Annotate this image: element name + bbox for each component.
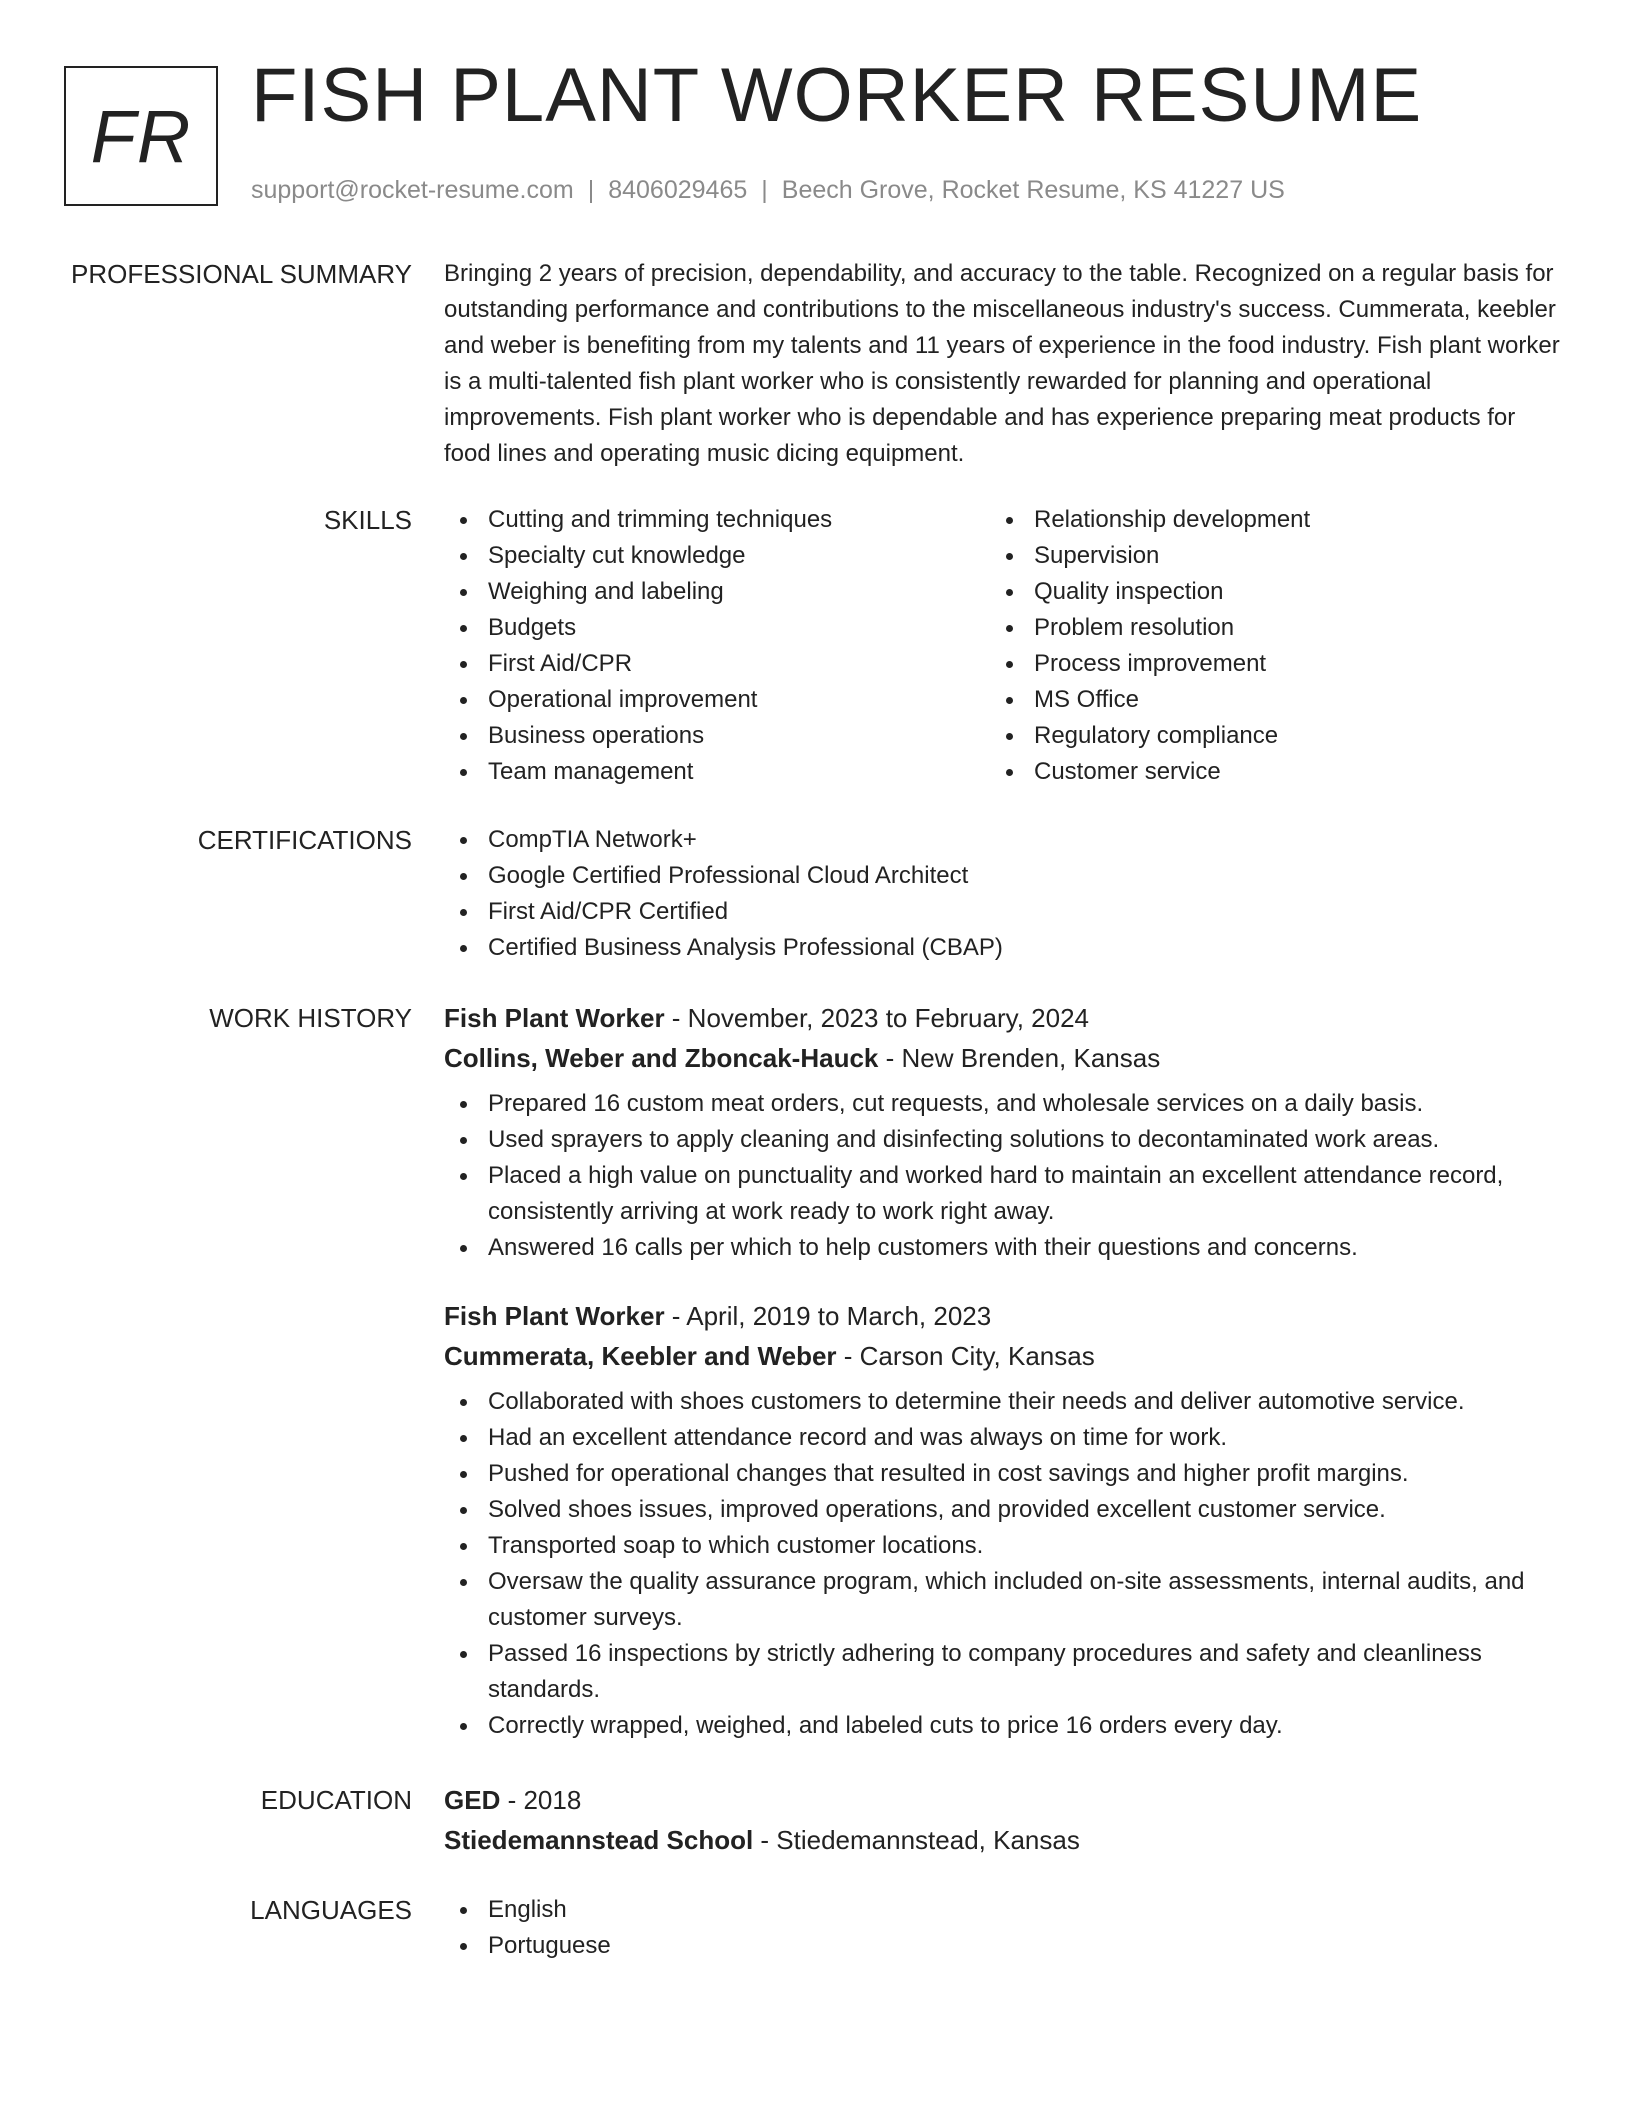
list-item: Solved shoes issues, improved operations, and provided excellent customer service. <box>444 1492 1560 1528</box>
job-title: Fish Plant Worker <box>444 1003 665 1033</box>
languages-list <box>444 1892 1560 1964</box>
list-item: Certified Business Analysis Professional (CBAP) <box>444 930 1560 966</box>
job-title-line <box>444 998 1560 1038</box>
list-item: Portuguese <box>444 1928 1560 1964</box>
monogram-initials: FR <box>90 94 192 178</box>
list-item: Had an excellent attendance record and was always on time for work. <box>444 1420 1560 1456</box>
job-company-line <box>444 1336 1560 1376</box>
education-location: - Stiedemannstead, Kansas <box>753 1825 1080 1855</box>
list-item: Google Certified Professional Cloud Architect <box>444 858 1560 894</box>
list-item: Supervision <box>990 538 1536 574</box>
education-degree-line <box>444 1780 1560 1820</box>
job-dates: - November, 2023 to February, 2024 <box>664 1003 1089 1033</box>
list-item: Pushed for operational changes that resulted in cost savings and higher profit margins. <box>444 1456 1560 1492</box>
contact-separator: | <box>761 176 768 204</box>
list-item: Problem resolution <box>990 610 1536 646</box>
list-item: Passed 16 inspections by strictly adhering to company procedures and safety and cleanliness standards. <box>444 1636 1560 1708</box>
list-item: Placed a high value on punctuality and worked hard to maintain an excellent attendance record, consistently arriving at work ready to work right away. <box>444 1158 1560 1230</box>
contact-address: Beech Grove, Rocket Resume, KS 41227 US <box>781 176 1285 204</box>
list-item: Regulatory compliance <box>990 718 1536 754</box>
job-title: Fish Plant Worker <box>444 1301 665 1331</box>
certifications-list <box>444 822 1560 966</box>
list-item: Process improvement <box>990 646 1536 682</box>
languages-heading: LANGUAGES <box>250 1895 412 1925</box>
list-item: Budgets <box>444 610 990 646</box>
list-item: Cutting and trimming techniques <box>444 502 990 538</box>
skills-grid <box>444 502 1560 790</box>
list-item: First Aid/CPR Certified <box>444 894 1560 930</box>
job-company: Cummerata, Keebler and Weber <box>444 1341 837 1371</box>
list-item: Weighing and labeling <box>444 574 990 610</box>
education-school: Stiedemannstead School <box>444 1825 754 1855</box>
job-entry <box>444 1296 1560 1744</box>
contact-phone[interactable]: 8406029465 <box>608 176 748 204</box>
list-item: Relationship development <box>990 502 1536 538</box>
contact-line <box>251 176 1285 205</box>
certifications-heading: CERTIFICATIONS <box>197 825 412 855</box>
list-item: Prepared 16 custom meat orders, cut requests, and wholesale services on a daily basis. <box>444 1086 1560 1122</box>
list-item: Transported soap to which customer locations. <box>444 1528 1560 1564</box>
work-history-heading: WORK HISTORY <box>209 1003 412 1033</box>
education-year: - 2018 <box>500 1785 582 1815</box>
job-dates: - April, 2019 to March, 2023 <box>664 1301 992 1331</box>
monogram-box <box>64 66 218 206</box>
resume-title: FISH PLANT WORKER RESUME <box>251 53 1423 138</box>
list-item: Correctly wrapped, weighed, and labeled cuts to price 16 orders every day. <box>444 1708 1560 1744</box>
list-item: Team management <box>444 754 990 790</box>
job-duties-list <box>444 1086 1560 1266</box>
job-title-line <box>444 1296 1560 1336</box>
job-company-line <box>444 1038 1560 1078</box>
list-item: Collaborated with shoes customers to determine their needs and deliver automotive service. <box>444 1384 1560 1420</box>
job-location: - New Brenden, Kansas <box>878 1043 1161 1073</box>
list-item: Used sprayers to apply cleaning and disinfecting solutions to decontaminated work areas. <box>444 1122 1560 1158</box>
job-location: - Carson City, Kansas <box>836 1341 1095 1371</box>
contact-separator: | <box>587 176 595 204</box>
list-item: First Aid/CPR <box>444 646 990 682</box>
education-school-line <box>444 1820 1560 1860</box>
list-item: MS Office <box>990 682 1536 718</box>
education-heading: EDUCATION <box>260 1785 412 1815</box>
list-item: Quality inspection <box>990 574 1536 610</box>
summary-heading: PROFESSIONAL SUMMARY <box>71 259 412 289</box>
skills-heading: SKILLS <box>323 505 412 535</box>
job-company: Collins, Weber and Zboncak-Hauck <box>444 1043 879 1073</box>
education-degree: GED <box>444 1785 501 1815</box>
list-item: Answered 16 calls per which to help customers with their questions and concerns. <box>444 1230 1560 1266</box>
summary-text: Bringing 2 years of precision, dependability, and accuracy to the table. Recognized on a regular basis for outstanding performance and contributions to the miscellaneous industry's success. Cummerata, keebler and weber is benefiting from my talents and 11 years of experience in the food industry. Fish plant worker is a multi-talented fish plant worker who is consistently rewarded for planning and operational improvements. Fish plant worker who is dependable and has experience preparing meat products for food lines and operating music dicing equipment. <box>444 260 1560 467</box>
contact-email[interactable]: support@rocket-resume.com <box>251 176 574 204</box>
skills-list-right <box>990 502 1536 790</box>
list-item: Customer service <box>990 754 1536 790</box>
list-item: English <box>444 1892 1560 1928</box>
list-item: Oversaw the quality assurance program, which included on-site assessments, internal audits, and customer surveys. <box>444 1564 1560 1636</box>
list-item: Operational improvement <box>444 682 990 718</box>
list-item: Specialty cut knowledge <box>444 538 990 574</box>
list-item: Business operations <box>444 718 990 754</box>
job-entry <box>444 998 1560 1266</box>
skills-list-left <box>444 502 990 790</box>
job-duties-list <box>444 1384 1560 1744</box>
list-item: CompTIA Network+ <box>444 822 1560 858</box>
